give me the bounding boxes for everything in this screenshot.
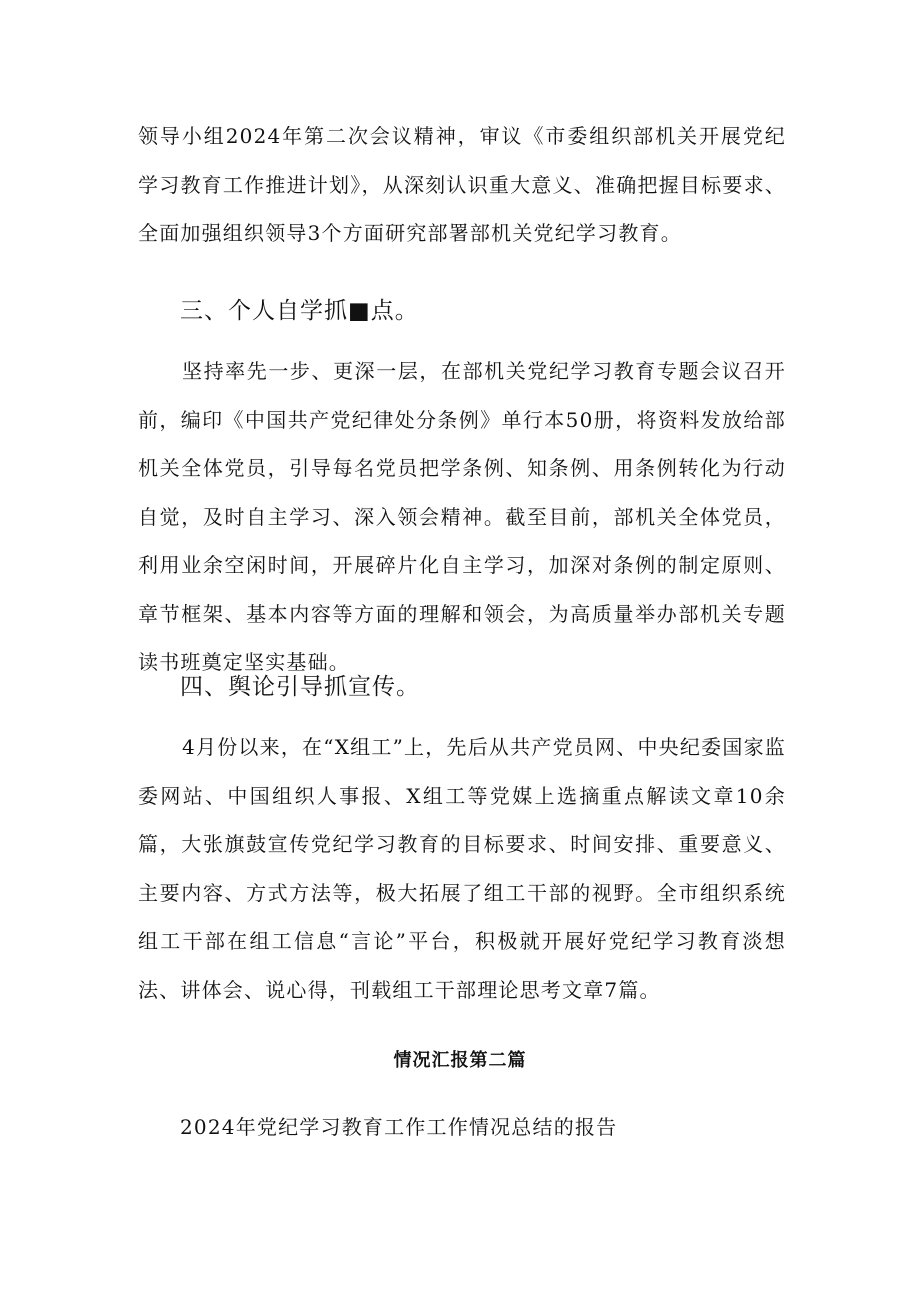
report-subtitle: 2024年党纪学习教育工作工作情况总结的报告 <box>180 1115 618 1139</box>
intro-paragraph: 领导小组2024年第二次会议精神，审议《市委组织部机关开展党纪学习教育工作推进计划》，从深刻认识重大意义、准确把握目标要求、全面加强组织领导3个方面研究部署部机关党纪学习教育。 <box>138 124 786 245</box>
report-title: 情况汇报第二篇 <box>393 1050 527 1071</box>
section4-paragraph: 4月份以来，在“X组工”上，先后从共产党员网、中央纪委国家监委网站、中国组织人事报、X组工等党媒上选摘重点解读文章10余篇，大张旗鼓宣传党纪学习教育的目标要求、时间安排、重要意义、主要内容、方式方法等，极大拓展了组工干部的视野。全市组织系统组工干部在组工信息“言论”平台，积极就开展好党纪学习教育淡想法、讲体会、说心得，刊载组工干部理论思考文章7篇。 <box>138 735 786 1002</box>
section4-heading: 四、舆论引导抓宣传。 <box>180 674 420 700</box>
section3-paragraph: 坚持率先一步、更深一层，在部机关党纪学习教育专题会议召开前，编印《中国共产党纪律处分条例》单行本50册，将资料发放给部机关全体党员，引导每名党员把学条例、知条例、用条例转化为行动自觉，及时自主学习、深入领会精神。截至目前，部机关全体党员，利用业余空闲时间，开展碎片化自主学习，加深对条例的制定原则、章节框架、基本内容等方面的理解和领会，为高质量举办部机关专题读书班奠定坚实基础。 <box>138 359 786 674</box>
section3-heading: 三、个人自学抓■点。 <box>180 298 419 324</box>
